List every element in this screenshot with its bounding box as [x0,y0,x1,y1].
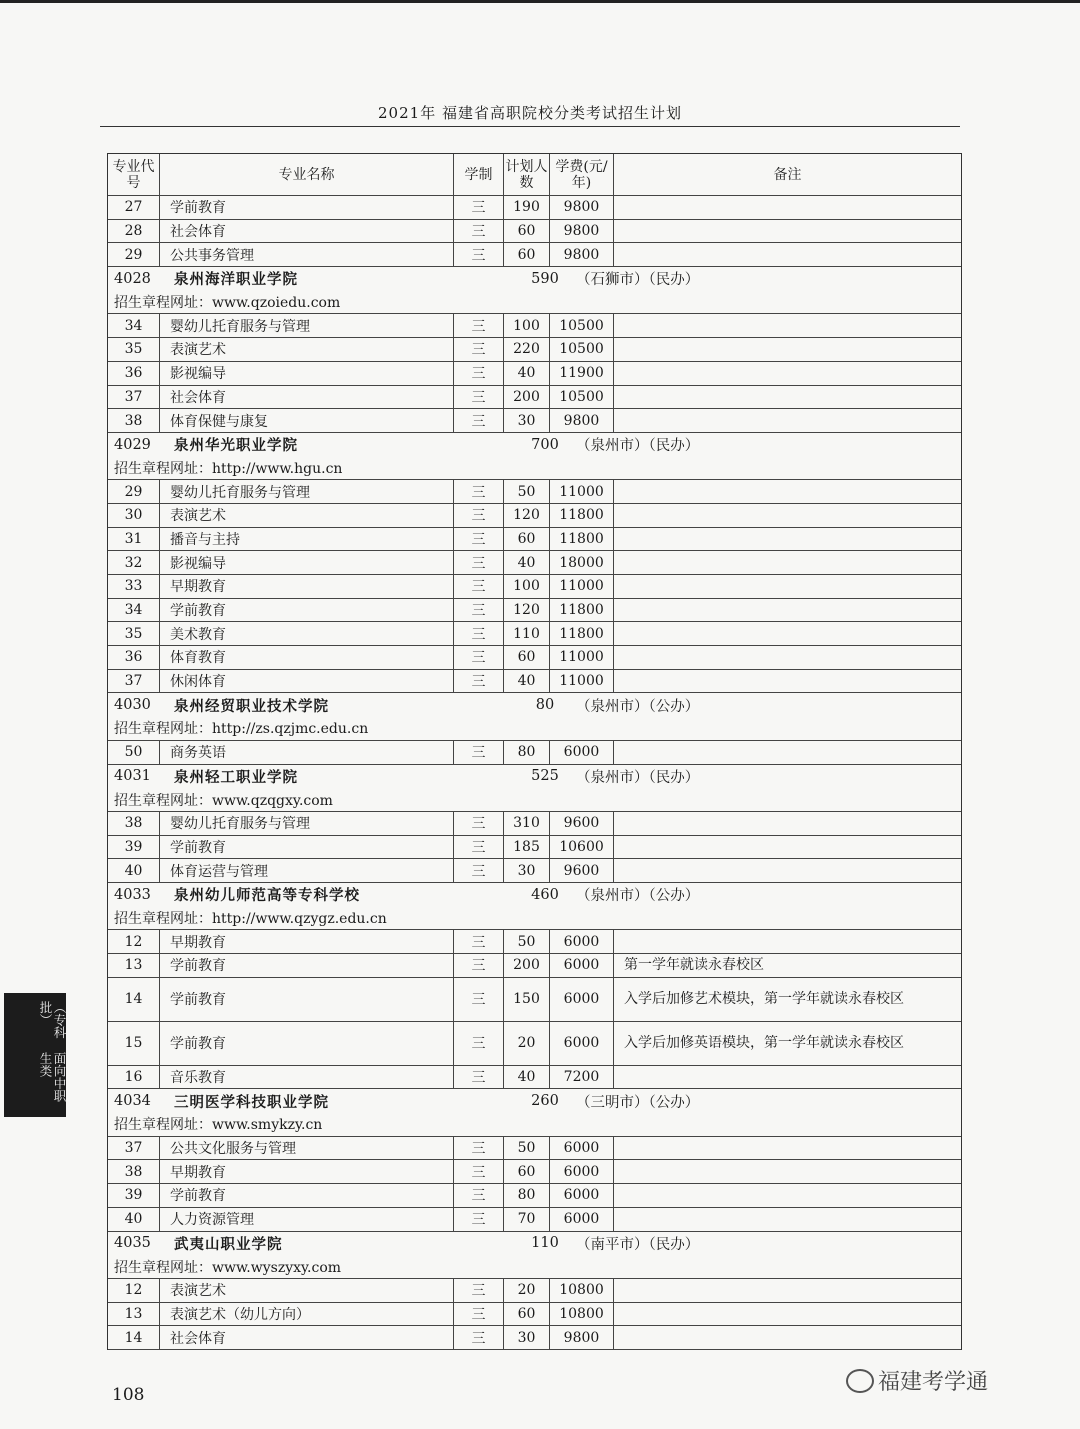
major-code: 35 [108,338,160,361]
major-note [614,859,961,882]
major-fee: 9800 [550,196,614,219]
major-note: 入学后加修艺术模块，第一学年就读永春校区 [624,991,904,1008]
major-note [614,1160,961,1183]
major-name: 影视编导 [160,551,454,574]
major-note [614,1303,961,1326]
major-system: 三 [454,528,504,551]
school-row [108,1232,961,1256]
major-code: 29 [108,480,160,503]
school-location: （泉州市）（民办） [576,769,700,786]
major-count: 60 [504,528,550,551]
school-row [108,693,961,717]
table-row [108,1208,961,1232]
major-name: 学前教育 [160,1022,454,1065]
major-code: 39 [108,836,160,859]
major-note [614,386,961,409]
school-location: （三明市）（公办） [576,1094,700,1111]
major-note [614,243,961,266]
school-total: 460 [531,886,559,903]
major-count: 30 [504,859,550,882]
major-fee: 9600 [550,859,614,882]
major-fee: 10800 [550,1303,614,1326]
school-url-row [108,291,961,315]
major-name: 婴幼儿托育服务与管理 [160,314,454,337]
major-count: 110 [504,622,550,645]
major-code: 38 [108,1160,160,1183]
major-note [614,575,961,598]
table-row [108,314,961,338]
major-name: 婴幼儿托育服务与管理 [160,480,454,503]
major-code: 16 [108,1066,160,1089]
major-system: 三 [454,1137,504,1160]
major-count: 60 [504,646,550,669]
major-count: 60 [504,220,550,243]
table-row [108,1137,961,1161]
table-row [108,338,961,362]
major-fee: 6000 [550,1160,614,1183]
table-row [108,930,961,954]
major-name: 体育教育 [160,646,454,669]
major-note [614,836,961,859]
major-count: 220 [504,338,550,361]
major-code: 28 [108,220,160,243]
major-fee: 6000 [550,1184,614,1207]
page-header: 2021年 福建省高职院校分类考试招生计划 [100,100,960,127]
major-fee: 6000 [550,930,614,953]
school-total: 110 [531,1235,559,1252]
major-system: 三 [454,480,504,503]
major-fee: 11800 [550,622,614,645]
major-name: 公共事务管理 [160,243,454,266]
major-code: 38 [108,812,160,835]
school-url: 招生章程网址：www.qzqgxy.com [114,792,333,809]
school-url-row [108,907,961,931]
major-code: 32 [108,551,160,574]
major-fee: 11900 [550,362,614,385]
major-system: 三 [454,1160,504,1183]
major-fee: 6000 [550,954,614,977]
major-system: 三 [454,622,504,645]
header-note: 备注 [773,166,802,183]
major-note [614,599,961,622]
major-name: 早期教育 [160,930,454,953]
major-name: 早期教育 [160,1160,454,1183]
school-name: 泉州经贸职业技术学院 [174,697,329,715]
major-code: 13 [108,954,160,977]
school-location: （南平市）（民办） [576,1236,700,1253]
major-count: 185 [504,836,550,859]
major-fee: 9800 [550,243,614,266]
major-system: 三 [454,314,504,337]
major-note [614,196,961,219]
school-name: 泉州海洋职业学院 [174,271,298,289]
table-row [108,551,961,575]
major-note [614,220,961,243]
major-system: 三 [454,1184,504,1207]
major-fee: 10600 [550,836,614,859]
major-fee: 11800 [550,528,614,551]
school-url-row [108,457,961,481]
school-total: 590 [531,270,559,287]
school-url: 招生章程网址：www.smykzy.cn [114,1117,323,1134]
major-note [614,1326,961,1349]
school-url: 招生章程网址：http://www.qzygz.edu.cn [114,910,387,927]
table-row [108,1066,961,1090]
school-row [108,1089,961,1113]
major-system: 三 [454,575,504,598]
table-row [108,646,961,670]
major-name: 表演艺术 [160,338,454,361]
major-name: 社会体育 [160,386,454,409]
major-fee: 11000 [550,575,614,598]
wechat-icon [846,1369,874,1393]
school-name: 泉州幼儿师范高等专科学校 [174,887,360,905]
major-fee: 6000 [550,978,614,1021]
major-system: 三 [454,646,504,669]
major-count: 50 [504,480,550,503]
major-code: 34 [108,314,160,337]
major-system: 三 [454,220,504,243]
header-count: 计划人数 [504,154,550,195]
table-row [108,859,961,883]
school-name: 三明医学科技职业学院 [174,1093,329,1111]
school-row [108,765,961,789]
major-code: 31 [108,528,160,551]
major-name: 表演艺术（幼儿方向） [160,1303,454,1326]
table-row [108,504,961,528]
major-name: 影视编导 [160,362,454,385]
school-row [108,433,961,457]
major-note [614,480,961,503]
table-row [108,386,961,410]
major-code: 14 [108,978,160,1021]
school-code: 4031 [114,768,151,785]
major-code: 14 [108,1326,160,1349]
major-fee: 11000 [550,646,614,669]
major-count: 80 [504,1184,550,1207]
major-system: 三 [454,599,504,622]
major-note [614,670,961,693]
enrollment-table [107,153,962,1350]
major-fee: 10800 [550,1279,614,1302]
major-count: 50 [504,1137,550,1160]
table-row [108,836,961,860]
major-system: 三 [454,1208,504,1231]
major-count: 40 [504,551,550,574]
major-code: 37 [108,1137,160,1160]
major-code: 30 [108,504,160,527]
major-name: 学前教育 [160,836,454,859]
table-header-row [108,154,961,196]
major-code: 12 [108,930,160,953]
table-row [108,1303,961,1327]
table-row [108,362,961,386]
major-system: 三 [454,1022,504,1065]
watermark [846,1365,988,1396]
header-system: 学制 [454,154,504,195]
major-code: 12 [108,1279,160,1302]
major-note [614,1279,961,1302]
header-name: 专业名称 [160,154,454,195]
major-count: 120 [504,504,550,527]
major-note [614,741,961,764]
major-note [614,362,961,385]
major-note [614,1208,961,1231]
school-code: 4028 [114,270,151,287]
major-system: 三 [454,362,504,385]
major-system: 三 [454,551,504,574]
major-fee: 18000 [550,551,614,574]
major-count: 310 [504,812,550,835]
major-fee: 10500 [550,338,614,361]
major-note [614,622,961,645]
major-name: 学前教育 [160,599,454,622]
major-name: 播音与主持 [160,528,454,551]
school-location: （泉州市）（公办） [576,698,700,715]
header-fee: 学费(元/年) [550,154,614,195]
major-name: 早期教育 [160,575,454,598]
major-system: 三 [454,1279,504,1302]
major-code: 36 [108,646,160,669]
table-row [108,409,961,433]
table-row [108,528,961,552]
major-code: 36 [108,362,160,385]
table-row [108,812,961,836]
school-name: 泉州轻工职业学院 [174,768,298,786]
major-system: 三 [454,1303,504,1326]
major-count: 70 [504,1208,550,1231]
major-count: 200 [504,386,550,409]
school-location: （泉州市）（公办） [576,888,700,905]
major-fee: 11800 [550,504,614,527]
header-code: 专业代号 [108,154,160,195]
major-system: 三 [454,243,504,266]
major-note [614,1066,961,1089]
major-fee: 6000 [550,1022,614,1065]
table-row [108,1022,961,1066]
major-name: 表演艺术 [160,504,454,527]
major-system: 三 [454,954,504,977]
major-fee: 10500 [550,314,614,337]
table-row [108,1184,961,1208]
school-url: 招生章程网址：www.wyszyxy.com [114,1259,342,1276]
major-name: 体育保健与康复 [160,409,454,432]
major-count: 50 [504,930,550,953]
table-row [108,196,961,220]
side-tab-line1: 面向中职生类 [38,1052,67,1103]
school-total: 80 [535,697,555,714]
table-row [108,978,961,1022]
major-count: 30 [504,409,550,432]
major-code: 37 [108,386,160,409]
major-system: 三 [454,812,504,835]
major-name: 社会体育 [160,220,454,243]
major-system: 三 [454,978,504,1021]
top-rule [0,0,1080,3]
major-count: 150 [504,978,550,1021]
major-system: 三 [454,670,504,693]
major-system: 三 [454,386,504,409]
major-code: 50 [108,741,160,764]
school-total: 700 [531,436,559,453]
school-url: 招生章程网址：www.qzoiedu.com [114,295,341,312]
major-code: 35 [108,622,160,645]
major-name: 公共文化服务与管理 [160,1137,454,1160]
major-fee: 10500 [550,386,614,409]
major-system: 三 [454,930,504,953]
major-system: 三 [454,836,504,859]
school-url-row [108,1113,961,1137]
school-total: 525 [531,768,559,785]
major-name: 休闲体育 [160,670,454,693]
major-count: 120 [504,599,550,622]
watermark-text: 福建考学通 [878,1370,989,1395]
major-note [614,930,961,953]
major-fee: 6000 [550,741,614,764]
major-system: 三 [454,859,504,882]
major-code: 38 [108,409,160,432]
major-note: 第一学年就读永春校区 [624,957,764,974]
major-name: 学前教育 [160,196,454,219]
major-count: 190 [504,196,550,219]
major-count: 60 [504,243,550,266]
major-count: 60 [504,1160,550,1183]
major-note [614,338,961,361]
major-note [614,1137,961,1160]
major-code: 40 [108,1208,160,1231]
major-code: 39 [108,1184,160,1207]
major-count: 20 [504,1022,550,1065]
table-row [108,954,961,978]
major-code: 40 [108,859,160,882]
major-note [614,314,961,337]
table-row [108,220,961,244]
major-system: 三 [454,1326,504,1349]
major-code: 37 [108,670,160,693]
major-name: 音乐教育 [160,1066,454,1089]
school-location: （石狮市）（民办） [576,272,700,289]
school-url-row [108,717,961,741]
school-url-row [108,1255,961,1279]
major-count: 30 [504,1326,550,1349]
school-row [108,267,961,291]
major-count: 80 [504,741,550,764]
major-count: 200 [504,954,550,977]
major-code: 34 [108,599,160,622]
major-code: 27 [108,196,160,219]
school-name: 武夷山职业学院 [174,1235,283,1253]
major-fee: 11800 [550,599,614,622]
table-row [108,1326,961,1350]
major-code: 13 [108,1303,160,1326]
side-tab [4,993,66,1117]
major-note [614,551,961,574]
school-url: 招生章程网址：http://www.hgu.cn [114,460,343,477]
table-row [108,575,961,599]
major-name: 婴幼儿托育服务与管理 [160,812,454,835]
major-note [614,646,961,669]
major-fee: 11000 [550,670,614,693]
school-row [108,883,961,907]
major-name: 学前教育 [160,1184,454,1207]
major-note [614,504,961,527]
side-tab-line2: （专科批） [38,1001,67,1039]
major-system: 三 [454,338,504,361]
table-row [108,1279,961,1303]
major-name: 社会体育 [160,1326,454,1349]
school-url-row [108,788,961,812]
table-row [108,1160,961,1184]
major-note [614,528,961,551]
school-code: 4033 [114,886,151,903]
major-count: 40 [504,1066,550,1089]
major-code: 29 [108,243,160,266]
major-system: 三 [454,1066,504,1089]
table-row [108,480,961,504]
major-code: 15 [108,1022,160,1065]
major-count: 60 [504,1303,550,1326]
major-system: 三 [454,409,504,432]
school-code: 4035 [114,1235,151,1252]
major-system: 三 [454,504,504,527]
school-url: 招生章程网址：http://zs.qzjmc.edu.cn [114,721,369,738]
major-count: 100 [504,575,550,598]
major-count: 20 [504,1279,550,1302]
major-name: 学前教育 [160,978,454,1021]
major-fee: 9600 [550,812,614,835]
major-note [614,409,961,432]
major-count: 100 [504,314,550,337]
table-row [108,599,961,623]
table-row [108,741,961,765]
school-code: 4030 [114,697,151,714]
major-system: 三 [454,196,504,219]
major-code: 33 [108,575,160,598]
table-row [108,243,961,267]
page-number: 108 [112,1385,145,1405]
major-name: 学前教育 [160,954,454,977]
major-name: 商务英语 [160,741,454,764]
school-total: 260 [531,1093,559,1110]
major-fee: 9800 [550,1326,614,1349]
major-fee: 9800 [550,409,614,432]
major-fee: 11000 [550,480,614,503]
major-name: 美术教育 [160,622,454,645]
major-system: 三 [454,741,504,764]
major-note [614,812,961,835]
major-fee: 7200 [550,1066,614,1089]
major-note: 入学后加修英语模块，第一学年就读永春校区 [624,1035,904,1052]
major-fee: 6000 [550,1208,614,1231]
major-name: 表演艺术 [160,1279,454,1302]
major-note [614,1184,961,1207]
school-location: （泉州市）（民办） [576,438,700,455]
major-name: 体育运营与管理 [160,859,454,882]
school-code: 4029 [114,436,151,453]
major-count: 40 [504,362,550,385]
table-row [108,670,961,694]
school-name: 泉州华光职业学院 [174,437,298,455]
major-name: 人力资源管理 [160,1208,454,1231]
school-code: 4034 [114,1093,151,1110]
major-fee: 9800 [550,220,614,243]
major-fee: 6000 [550,1137,614,1160]
table-row [108,622,961,646]
major-count: 40 [504,670,550,693]
